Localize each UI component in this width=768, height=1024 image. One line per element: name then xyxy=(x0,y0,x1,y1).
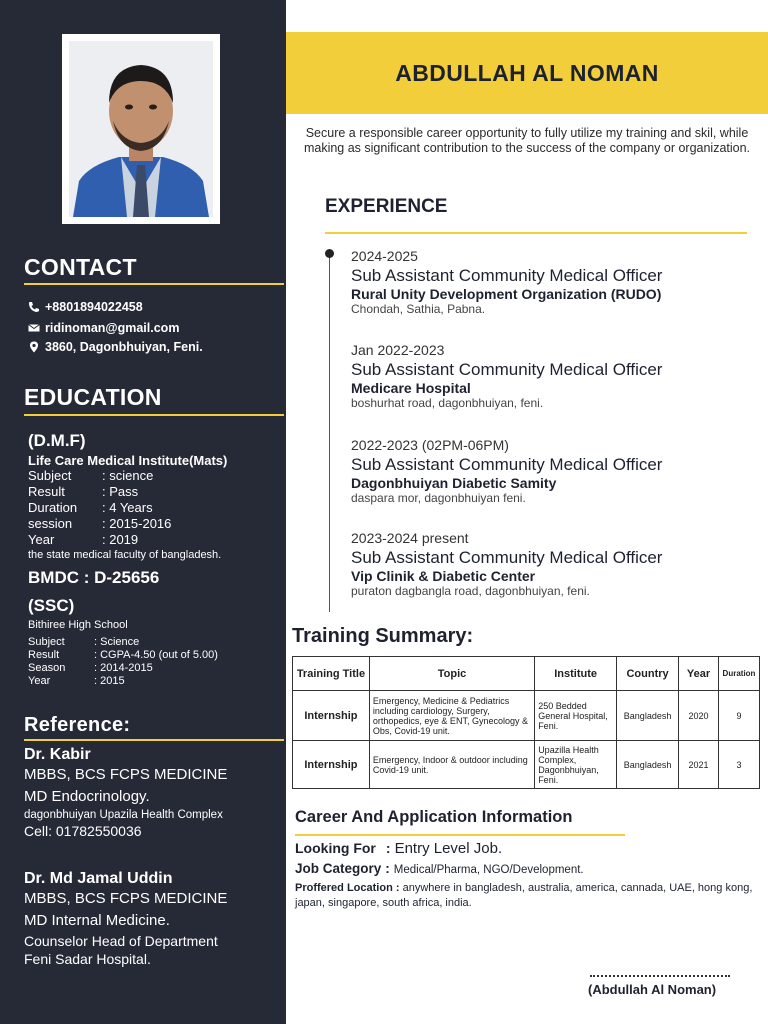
training-header: Topic xyxy=(369,657,534,691)
ssc-row-value: : 2015 xyxy=(94,675,125,687)
phone-icon xyxy=(28,301,40,313)
dmf-row xyxy=(28,532,278,548)
timeline-line xyxy=(329,256,330,612)
experience-item xyxy=(351,342,751,410)
contact-phone-text: +8801894022458 xyxy=(45,300,143,314)
experience-item xyxy=(351,437,751,505)
career-heading: Career And Application Information xyxy=(295,808,573,826)
dmf-row-value: : 4 Years xyxy=(102,500,153,515)
training-heading: Training Summary: xyxy=(292,625,474,647)
looking-for-row xyxy=(295,840,502,857)
job-category-row xyxy=(295,861,584,876)
training-title-cell: Internship xyxy=(293,691,370,741)
bmdc-number: BMDC : D-25656 xyxy=(28,568,160,587)
experience-date: 2022-2023 (02PM-06PM) xyxy=(351,437,509,453)
training-header: Duration xyxy=(718,657,759,691)
dmf-title: (D.M.F) xyxy=(28,431,86,450)
profile-photo xyxy=(69,41,213,217)
reference-2-workplace: Feni Sadar Hospital. xyxy=(24,951,151,967)
ssc-title: (SSC) xyxy=(28,596,75,615)
experience-location: Chondah, Sathia, Pabna. xyxy=(351,302,486,316)
training-country-cell: Bangladesh xyxy=(617,741,679,789)
sidebar xyxy=(0,0,286,1024)
job-category-value: Medical/Pharma, NGO/Development. xyxy=(393,864,584,876)
reference-heading: Reference: xyxy=(24,714,131,736)
training-title-cell: Internship xyxy=(293,741,370,789)
dmf-row-value: : Pass xyxy=(102,484,139,499)
experience-org: Dagonbhuiyan Diabetic Samity xyxy=(351,475,557,491)
timeline-dot xyxy=(325,249,334,258)
dmf-school: Life Care Medical Institute(Mats) xyxy=(28,453,228,468)
experience-location: daspara mor, dagonbhuiyan feni. xyxy=(351,491,526,505)
education-dmf xyxy=(28,431,278,562)
experience-location: boshurhat road, dagonbhuiyan, feni. xyxy=(351,396,544,410)
profile-photo-frame xyxy=(62,34,220,224)
reference-2-position: Counselor Head of Department xyxy=(24,933,218,949)
experience-role: Sub Assistant Community Medical Officer xyxy=(351,266,663,285)
reference-2-name: Dr. Md Jamal Uddin xyxy=(24,870,173,887)
ssc-row-value: : 2014-2015 xyxy=(94,662,153,674)
education-heading: EDUCATION xyxy=(24,384,162,410)
experience-date: Jan 2022-2023 xyxy=(351,342,445,358)
dmf-row-key: Duration xyxy=(28,500,78,515)
reference-1-specialty: MD Endocrinology. xyxy=(24,788,150,805)
dmf-row-key: session xyxy=(28,516,73,531)
contact-heading: CONTACT xyxy=(24,254,137,280)
experience-org: Medicare Hospital xyxy=(351,380,471,396)
preferred-location-value: anywhere in bangladesh, australia, america, cannada, UAE, hong kong, japan, singapore, south africa, india. xyxy=(295,882,753,909)
ssc-school: Bithiree High School xyxy=(28,619,128,631)
reference-1 xyxy=(24,746,279,840)
training-header: Training Title xyxy=(293,657,370,691)
dmf-row-key: Year xyxy=(28,532,55,547)
preferred-location-label: Proffered Location xyxy=(295,882,393,894)
dmf-row-value: : 2015-2016 xyxy=(102,516,172,531)
training-duration-cell: 3 xyxy=(718,741,759,789)
ssc-row xyxy=(28,662,278,675)
reference-2-specialty: MD Internal Medicine. xyxy=(24,912,170,929)
training-duration-cell: 9 xyxy=(718,691,759,741)
training-institute-cell: 250 Bedded General Hospital, Feni. xyxy=(535,691,617,741)
experience-item xyxy=(351,530,751,598)
dmf-row-value: : science xyxy=(102,468,154,483)
looking-for-value: Entry Level Job. xyxy=(394,840,503,857)
career-rule xyxy=(295,834,625,836)
contact-rule xyxy=(24,283,284,285)
experience-role: Sub Assistant Community Medical Officer xyxy=(351,548,663,567)
training-header-row xyxy=(293,657,760,691)
dmf-row xyxy=(28,468,278,484)
reference-rule xyxy=(24,739,284,741)
experience-location: puraton dagbangla road, dagonbhuiyan, feni. xyxy=(351,584,590,598)
education-rule xyxy=(24,414,284,416)
ssc-row xyxy=(28,649,278,662)
ssc-row-value: : CGPA-4.50 (out of 5.00) xyxy=(94,649,218,661)
experience-org: Vip Clinik & Diabetic Center xyxy=(351,568,536,584)
dmf-row xyxy=(28,484,278,500)
looking-for-label: Looking For xyxy=(295,840,376,856)
experience-role: Sub Assistant Community Medical Officer xyxy=(351,360,663,379)
ssc-row-value: : Science xyxy=(94,636,140,648)
experience-date: 2024-2025 xyxy=(351,248,418,264)
preferred-location-colon: : xyxy=(395,882,400,894)
training-year-cell: 2020 xyxy=(679,691,719,741)
dmf-note: the state medical faculty of bangladesh. xyxy=(28,549,222,561)
job-category-colon: : xyxy=(385,861,390,876)
signature-name: (Abdullah Al Noman) xyxy=(588,982,717,997)
dmf-row-value: : 2019 xyxy=(102,532,139,547)
ssc-row-key: Year xyxy=(28,675,51,687)
contact-address-text: 3860, Dagonbhuiyan, Feni. xyxy=(45,340,203,354)
dmf-row-key: Result xyxy=(28,484,65,499)
contact-phone xyxy=(28,300,143,314)
experience-rule xyxy=(325,232,747,234)
career-objective: Secure a responsible career opportunity to fully utilize my training and skil, while making as significant contribution to the success of the company or organization. xyxy=(303,126,751,155)
dmf-row xyxy=(28,500,278,516)
experience-heading: EXPERIENCE xyxy=(325,196,448,217)
training-header: Institute xyxy=(535,657,617,691)
contact-email xyxy=(28,321,179,335)
dmf-row xyxy=(28,516,278,532)
training-header: Year xyxy=(679,657,719,691)
experience-org: Rural Unity Development Organization (RUDO) xyxy=(351,286,662,302)
training-topic-cell: Emergency, Indoor & outdoor including Covid-19 unit. xyxy=(369,741,534,789)
education-ssc xyxy=(28,596,278,688)
reference-1-degree: MBBS, BCS FCPS MEDICINE xyxy=(24,766,228,783)
reference-1-cell: Cell: 01782550036 xyxy=(24,823,142,839)
preferred-location xyxy=(295,881,760,911)
training-header: Country xyxy=(617,657,679,691)
training-table xyxy=(292,656,760,789)
contact-email-text: ridinoman@gmail.com xyxy=(45,321,180,335)
experience-date: 2023-2024 present xyxy=(351,530,469,546)
ssc-row-key: Result xyxy=(28,649,60,661)
dmf-row-key: Subject xyxy=(28,468,72,483)
reference-2 xyxy=(24,870,279,968)
table-row xyxy=(293,741,760,789)
contact-address xyxy=(28,340,203,354)
looking-for-colon: : xyxy=(385,840,391,856)
reference-1-name: Dr. Kabir xyxy=(24,746,91,763)
training-topic-cell: Emergency, Medicine & Pediatrics including cardiology, Surgery, orthopedics, eye & ENT, Gynecology & Obs, Covid-19 unit. xyxy=(369,691,534,741)
experience-role: Sub Assistant Community Medical Officer xyxy=(351,455,663,474)
reference-1-workplace: dagonbhuiyan Upazila Health Complex xyxy=(24,809,223,821)
training-institute-cell: Upazilla Health Complex, Dagonbhuiyan, Feni. xyxy=(535,741,617,789)
ssc-row xyxy=(28,675,278,688)
experience-item xyxy=(351,248,751,316)
ssc-row-key: Subject xyxy=(28,636,65,648)
job-category-label: Job Category xyxy=(295,861,382,876)
signature-line xyxy=(590,975,730,977)
location-pin-icon xyxy=(28,341,40,353)
candidate-name: ABDULLAH AL NOMAN xyxy=(395,59,659,86)
ssc-row-key: Season xyxy=(28,662,66,674)
name-banner xyxy=(286,32,768,114)
training-country-cell: Bangladesh xyxy=(617,691,679,741)
reference-2-degree: MBBS, BCS FCPS MEDICINE xyxy=(24,890,228,907)
ssc-row xyxy=(28,636,278,649)
table-row xyxy=(293,691,760,741)
training-year-cell: 2021 xyxy=(679,741,719,789)
email-icon xyxy=(28,322,40,334)
